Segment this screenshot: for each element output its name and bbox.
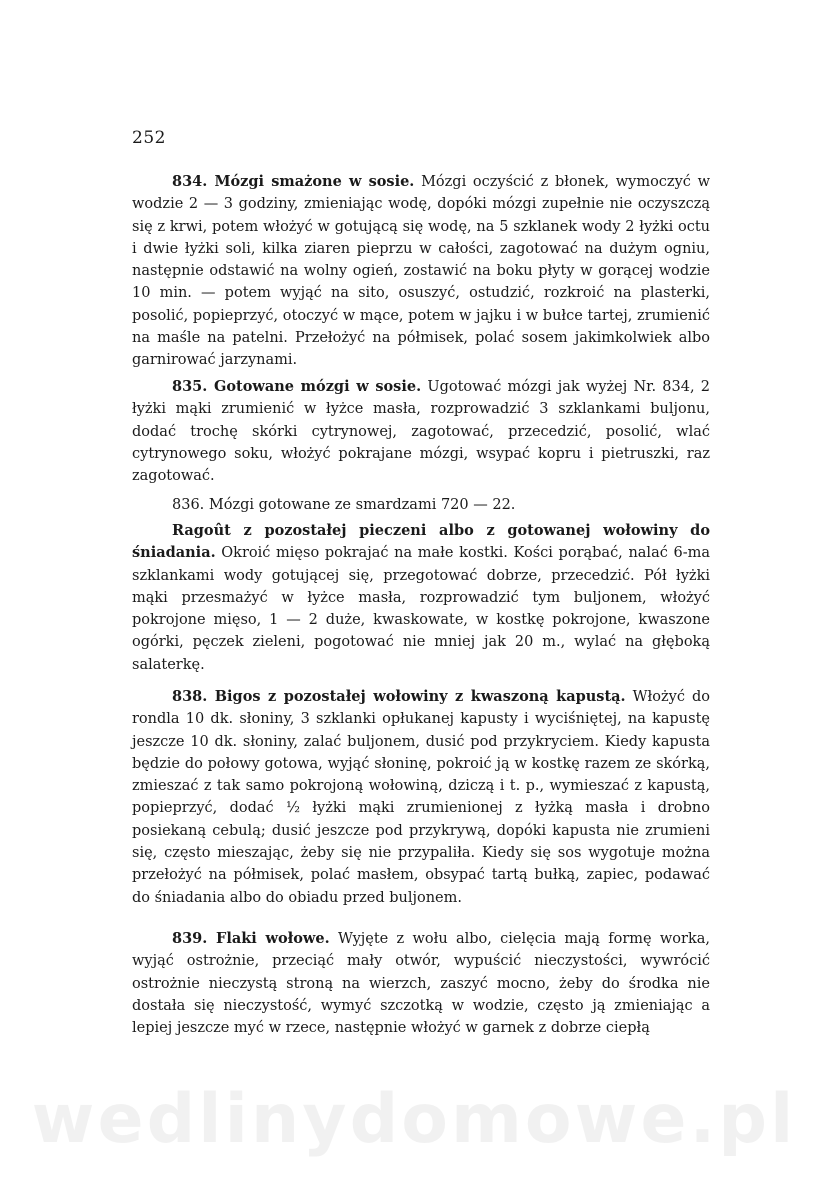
recipe-heading: 839. Flaki wołowe. <box>172 930 330 947</box>
recipe-body: Wyjęte z wołu albo, cielęcia mają formę worka, wyjąć ostrożnie, przeciąć mały otwór, wypuścić nieczystości, wywrócić ostrożnie nieczystą stroną na wierzch, zaszyć mocno, żeby do środka nie dostała się nieczystość, wymyć szczotką w wodzie, często ją zmieniając a lepiej jeszcze myć w rzece, następnie włożyć w garnek z dobrze ciepłą <box>132 931 711 1037</box>
recipe-heading: 835. Gotowane mózgi w sosie. <box>172 378 422 395</box>
recipe-836 <box>132 494 710 516</box>
page-number: 252 <box>132 128 166 148</box>
recipe-body: Włożyć do rondla 10 dk. słoniny, 3 szklanki opłukanej kapusty i wyciśniętej, na kapustę jeszcze 10 dk. słoniny, zalać buljonem, dusić pod przykryciem. Kiedy kapusta będzie do połowy gotowa, wyjąć słoninę, pokroić ją w kostkę razem ze skórką, zmieszać z tak samo pokrojoną wołowiną, dziczą i t. p., wymieszać z kapustą, popieprzyć, dodać ½ łyżki mąki zrumienionej z łyżką masła i drobno posiekaną cebulą; dusić jeszcze pod przykrywą, dopóki kapusta nie zrumieni się, często mieszając, żeby się nie przypaliła. Kiedy się sos wygotuje można przełożyć na półmisek, polać masłem, obsypać tartą bułką, zapiec, podawać do śniadania albo do obiadu przed buljonem. <box>132 689 710 906</box>
recipe-heading: Ragoût z pozostałej pieczeni albo z gotowanej wołowiny do śniadania. <box>132 522 710 562</box>
recipe-body: Mózgi oczyścić z błonek, wymoczyć w wodzie 2 — 3 godziny, zmieniając wodę, dopóki mózgi zupełnie nie oczyszczą się z krwi, potem włożyć w gotującą się wodę, na 5 szklanek wody 2 łyżki octu i dwie łyżki soli, kilka ziaren pieprzu w całości, zagotować na dużym ogniu, następnie odstawić na wolny ogień, zostawić na boku płyty w gorącej wodzie 10 min. — potem wyjąć na sito, osuszyć, ostudzić, rozkroić na plasterki, posolić, popieprzyć, otoczyć w mące, potem w jajku i w bułce tartej, zrumienić na maśle na patelni. Przełożyć na półmisek, polać sosem jakimkolwiek albo garnirować jarzynami. <box>132 174 711 369</box>
recipe-body: 836. Mózgi gotowane ze smardzami 720 — 22. <box>172 497 516 513</box>
recipe-839 <box>132 928 710 1039</box>
recipe-body: Ugotować mózgi jak wyżej Nr. 834, 2 łyżki mąki zrumienić w łyżce masła, rozprowadzić 3 szklankami buljonu, dodać trochę skórki cytrynowej, zagotować, przecedzić, posolić, wlać cytrynowego soku, włożyć pokrajane mózgi, wsypać kopru i pietruszki, raz zagotować. <box>132 379 711 485</box>
recipe-ragout <box>132 520 710 676</box>
recipe-838 <box>132 686 710 909</box>
recipe-835 <box>132 376 710 487</box>
recipe-body: Okroić mięso pokrajać na małe kostki. Kości porąbać, nalać 6-ma szklankami wody gotującej się, przegotować dobrze, przecedzić. Pół łyżki mąki przesmażyć w łyżce masła, rozprowadzić tym buljonem, włożyć pokrojone mięso, 1 — 2 duże, kwaskowate, w kostkę pokrojone, kwaszone ogórki, pęczek zieleni, pogotować nie mniej jak 20 m., wylać na głęboką salaterkę. <box>132 545 710 673</box>
recipe-heading: 834. Mózgi smażone w sosie. <box>172 173 415 190</box>
recipe-834 <box>132 171 710 372</box>
recipe-heading: 838. Bigos z pozostałej wołowiny z kwaszoną kapustą. <box>172 688 626 705</box>
watermark: wedlinydomowe.pl <box>31 1080 797 1159</box>
